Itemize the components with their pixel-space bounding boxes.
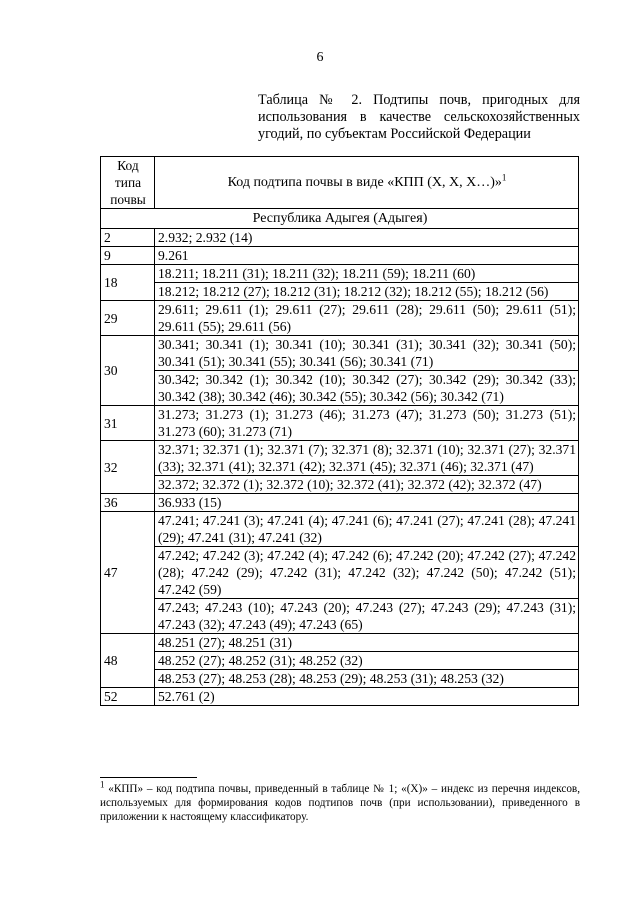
- subtype-codes-cell: 32.372; 32.372 (1); 32.372 (10); 32.372 (41); 32.372 (42); 32.372 (47): [155, 476, 579, 494]
- header-subtype-code: [155, 157, 579, 209]
- subtype-codes-cell: 48.251 (27); 48.251 (31): [155, 634, 579, 652]
- subtype-codes-cell: 18.211; 18.211 (31); 18.211 (32); 18.211 (59); 18.211 (60): [155, 265, 579, 283]
- subtype-codes-cell: 47.241; 47.241 (3); 47.241 (4); 47.241 (6); 47.241 (27); 47.241 (28); 47.241 (29); 47.241 (31); 47.241 (32): [155, 512, 579, 547]
- table-row: [101, 229, 579, 247]
- region-name: Республика Адыгея (Адыгея): [101, 209, 579, 229]
- table-row: [101, 652, 579, 670]
- subtype-codes-cell: 30.342; 30.342 (1); 30.342 (10); 30.342 (27); 30.342 (29); 30.342 (33); 30.342 (38); 30.342 (46); 30.342 (55); 30.342 (56); 30.342 (71): [155, 371, 579, 406]
- subtype-codes-cell: 47.242; 47.242 (3); 47.242 (4); 47.242 (6); 47.242 (20); 47.242 (27); 47.242 (28); 47.242 (29); 47.242 (31); 47.242 (32); 47.242 (50); 47.242 (51); 47.242 (59): [155, 547, 579, 599]
- soil-type-code-cell: 31: [101, 406, 155, 441]
- table-row: [101, 406, 579, 441]
- footnote-text: «КПП» – код подтипа почвы, приведенный в таблице № 1; «(X)» – индекс из перечня индексов, используемых для формирования кодов подтипов почв (при использовании), приведенного в приложении к настоящему классификатору.: [100, 783, 580, 823]
- header-code-line-1: Код: [117, 158, 139, 173]
- subtype-codes-cell: 47.243; 47.243 (10); 47.243 (20); 47.243 (27); 47.243 (29); 47.243 (31); 47.243 (32); 47.243 (49); 47.243 (65): [155, 599, 579, 634]
- subtype-codes-cell: 36.933 (15): [155, 494, 579, 512]
- soil-type-code-cell: 47: [101, 512, 155, 634]
- table-row: [101, 599, 579, 634]
- table-row: [101, 547, 579, 599]
- table-row: [101, 512, 579, 547]
- soil-type-code-cell: 29: [101, 301, 155, 336]
- table-row: [101, 265, 579, 283]
- table-row: [101, 247, 579, 265]
- footnote-ref: 1: [501, 172, 507, 183]
- subtype-codes-cell: 29.611; 29.611 (1); 29.611 (27); 29.611 (28); 29.611 (50); 29.611 (51); 29.611 (55); 29.611 (56): [155, 301, 579, 336]
- subtype-codes-cell: 2.932; 2.932 (14): [155, 229, 579, 247]
- subtype-codes-cell: 48.252 (27); 48.252 (31); 48.252 (32): [155, 652, 579, 670]
- page-number: 6: [316, 50, 324, 65]
- soil-type-code-cell: 9: [101, 247, 155, 265]
- subtype-codes-cell: 32.371; 32.371 (1); 32.371 (7); 32.371 (8); 32.371 (10); 32.371 (27); 32.371 (33); 32.371 (41); 32.371 (42); 32.371 (45); 32.371 (46); 32.371 (47): [155, 441, 579, 476]
- table-row: [101, 494, 579, 512]
- table-header-row: [101, 157, 579, 209]
- region-row: [101, 209, 579, 229]
- footnote-divider: [100, 777, 197, 778]
- subtype-codes-cell: 30.341; 30.341 (1); 30.341 (10); 30.341 (31); 30.341 (32); 30.341 (50); 30.341 (51); 30.341 (55); 30.341 (56); 30.341 (71): [155, 336, 579, 371]
- subtype-codes-cell: 18.212; 18.212 (27); 18.212 (31); 18.212 (32); 18.212 (55); 18.212 (56): [155, 283, 579, 301]
- header-code-line-2: типа: [114, 175, 142, 190]
- footnote-marker: 1: [100, 779, 105, 790]
- header-code-line-3: почвы: [110, 192, 146, 207]
- table-row: [101, 688, 579, 706]
- header-soil-type-code: [101, 157, 155, 209]
- soil-type-code-cell: 2: [101, 229, 155, 247]
- subtype-codes-cell: 31.273; 31.273 (1); 31.273 (46); 31.273 (47); 31.273 (50); 31.273 (51); 31.273 (60); 31.273 (71): [155, 406, 579, 441]
- table-row: [101, 670, 579, 688]
- soil-type-code-cell: 36: [101, 494, 155, 512]
- table-caption: Таблица № 2. Подтипы почв, пригодных для использования в качестве сельскохозяйственных угодий, по субъектам Российской Федерации: [258, 92, 580, 142]
- table-row: [101, 283, 579, 301]
- table-row: [101, 371, 579, 406]
- table-row: [101, 476, 579, 494]
- header-subtype-code-text: Код подтипа почвы в виде «КПП (X, X, X…)»: [227, 175, 502, 190]
- table-row: [101, 336, 579, 371]
- subtype-codes-cell: 52.761 (2): [155, 688, 579, 706]
- subtype-codes-cell: 9.261: [155, 247, 579, 265]
- soil-type-code-cell: 32: [101, 441, 155, 494]
- soil-type-code-cell: 48: [101, 634, 155, 688]
- soil-subtypes-table: [100, 156, 579, 706]
- table-row: [101, 441, 579, 476]
- footnote: [100, 779, 580, 824]
- soil-type-code-cell: 18: [101, 265, 155, 301]
- subtype-codes-cell: 48.253 (27); 48.253 (28); 48.253 (29); 48.253 (31); 48.253 (32): [155, 670, 579, 688]
- soil-type-code-cell: 52: [101, 688, 155, 706]
- table-row: [101, 301, 579, 336]
- table-row: [101, 634, 579, 652]
- soil-type-code-cell: 30: [101, 336, 155, 406]
